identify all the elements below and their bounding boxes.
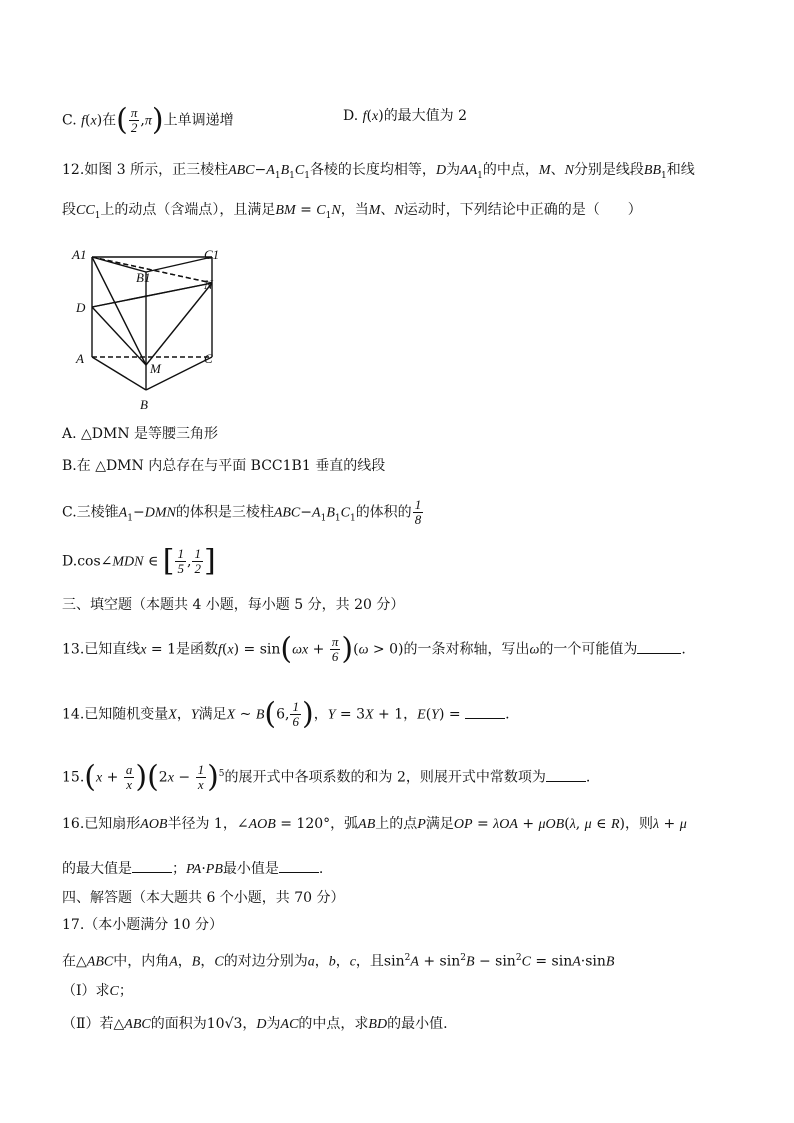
label-c: C	[204, 351, 213, 366]
q12-option-a: A. △DMN 是等腰三角形	[62, 426, 219, 442]
edge-b1c1	[146, 257, 212, 272]
q17-part1: （Ⅰ）求C；	[62, 983, 133, 999]
q14: 14.已知随机变量X，Y满足X ~ B(6, $\frac{1}{6}$ )，Y = 3X + 1，E(Y) = .	[62, 696, 510, 732]
q17-stem: 在△ABC中，内角A，B，C的对边分别为a，b，c，且$\sin^2A + \sin^2B - \sin^2C = \sin A\cdot\sin B$	[62, 953, 615, 970]
q16-line2: 的最大值是 ；PA·PB最小值是 .	[62, 858, 323, 880]
label-a1: A1	[72, 247, 87, 262]
q16-line1: 16.已知扇形AOB半径为 1，∠AOB = 120°，弧AB上的点P满足OP = λOA + μOB(λ, μ ∈ R)，则λ + μ	[62, 816, 687, 832]
q17-title: 17.（本小题满分 10 分）	[62, 917, 223, 933]
q11-option-c: C. f(x)在( $\frac{\pi}{2}$ ,π)上单调递增	[62, 102, 234, 138]
q12-option-c: C.三棱锥$A_1-DMN$的体积是三棱柱$ABC-A_1B_1C_1$的体积的 $\frac{1}{8}$	[62, 497, 422, 527]
q12-option-b: B.在 △DMN 内总存在与平面 BCC1B1 垂直的线段	[62, 458, 386, 474]
q12-option-d: D.cos∠MDN ∈ [ $\frac{1}{5}$ , $\frac{1}{2}$ ]	[62, 543, 216, 579]
edge-ab	[92, 357, 146, 390]
edge-mn	[146, 283, 212, 365]
edge-dm	[92, 307, 146, 365]
edge-dn2	[92, 283, 212, 307]
q17-part2: （Ⅱ）若△ABC的面积为10√3，D为AC的中点，求BD的最小值.	[62, 1016, 448, 1032]
q15: 15.(x + $\frac{a}{x}$ )(2x − $\frac{1}{x}$ )$^5$的展开式中各项系数的和为 2，则展开式中常数项为 .	[62, 759, 591, 795]
label-n: N	[204, 277, 213, 292]
label-a: A	[76, 351, 84, 366]
label-d: D	[76, 300, 86, 315]
q12-stem-line1: 12.如图 3 所示，正三棱柱$ABC-A_1B_1C_1$各棱的长度均相等，D为$AA_1$的中点，M、N分别是线段$BB_1$和线	[62, 162, 695, 181]
q12-stem-line2: 段$CC_1$上的动点（含端点），且满足BM = $C_1N$，当M、N运动时，下列结论中正确的是（ ）	[62, 202, 642, 221]
prism-figure	[70, 245, 230, 415]
label-c1: C1	[204, 247, 220, 262]
label-b1: B1	[136, 270, 151, 285]
label-m: M	[150, 361, 161, 376]
q13: 13.已知直线x = 1是函数f(x) = sin(ωx + $\frac{\pi}{6}$ )(ω > 0)的一条对称轴，写出ω的一个可能值为 .	[62, 631, 686, 667]
q11-option-d: D. f(x)的最大值为 2	[343, 108, 468, 124]
section-4-heading: 四、解答题（本大题共 6 个小题，共 70 分）	[62, 890, 345, 906]
label-b: B	[140, 397, 148, 412]
section-3-heading: 三、填空题（本题共 4 小题，每小题 5 分，共 20 分）	[62, 597, 405, 613]
